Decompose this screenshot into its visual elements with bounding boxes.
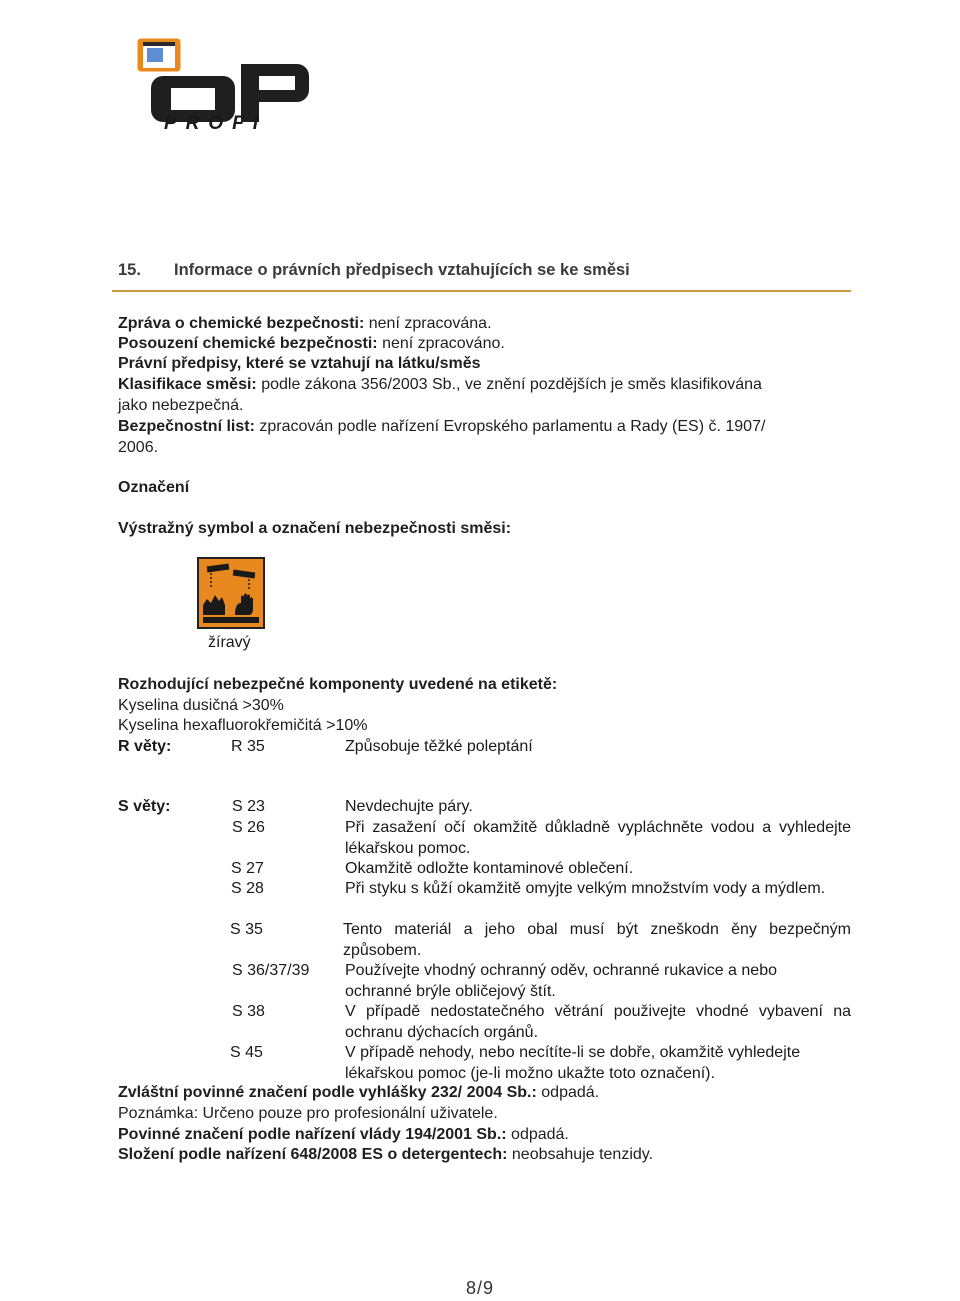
- section-heading: [118, 261, 630, 280]
- s-phrase-code: S 27: [231, 860, 264, 877]
- hazard-label: žíravý: [208, 634, 251, 651]
- klasifikace-label: Klasifikace směsi:: [118, 376, 257, 393]
- povinne-znaceni-line: [118, 1125, 569, 1145]
- list-value: zpracován podle nařízení Evropského parlamentu a Rady (ES) č. 1907/: [254, 418, 766, 435]
- r-phrases-label: R věty:: [118, 738, 172, 755]
- s-phrase-text: V případě nedostatečného větrání použivejte vhodné vybavení na ochranu dýchacích orgánů.: [345, 1003, 851, 1041]
- posouzeni-label: Posouzení chemické bezpečnosti:: [118, 335, 378, 352]
- s-phrase-code: S 23: [232, 798, 265, 815]
- component-item: Kyselina dusičná >30%: [118, 697, 284, 714]
- povinne-label: Povinné značení podle nařízení vlády 194/2001 Sb.:: [118, 1126, 507, 1143]
- list-label: Bezpečnostní list:: [118, 418, 255, 435]
- components-heading: Rozhodující nebezpečné komponenty uvedené na etiketě:: [118, 676, 558, 693]
- section-title: Informace o právních předpisech vztahujících se ke směsi: [174, 261, 630, 279]
- pravni-predpisy-line: Právní předpisy, které se vztahují na látku/směs: [118, 355, 481, 372]
- zvlastni-label: Zvláštní povinné značení podle vyhlášky 232/ 2004 Sb.:: [118, 1084, 537, 1101]
- klasifikace-continuation: jako nebezpečná.: [118, 397, 244, 414]
- slozeni-value: neobsahuje tenzidy.: [507, 1146, 654, 1163]
- povinne-value: odpadá.: [506, 1126, 569, 1143]
- posouzeni-value: není zpracováno.: [377, 335, 505, 352]
- symbol-heading: Výstražný symbol a označení nebezpečnosti směsi:: [118, 520, 512, 537]
- s-phrase-text: Při zasažení očí okamžitě důkladně vypláchněte vodou a vyhledejte lékařskou pomoc.: [345, 819, 851, 857]
- s-phrase-text: V případě nehody, nebo necítíte-li se dobře, okamžitě vyhledejte lékařskou pomoc (je-li možno ukažte toto označení).: [345, 1044, 801, 1082]
- r-phrase-text: Způsobuje těžké poleptání: [345, 738, 533, 755]
- section-divider: [112, 290, 851, 292]
- poznamka-line: Poznámka: Určeno pouze pro profesionální uživatele.: [118, 1105, 498, 1122]
- s-phrase-code: S 45: [230, 1044, 263, 1061]
- klasifikace-line: [118, 375, 762, 395]
- s-phrase-code: S 36/37/39: [232, 962, 310, 979]
- s-phrase-code: S 28: [231, 880, 264, 897]
- r-phrase-code: R 35: [231, 738, 265, 755]
- zprava-line: [118, 314, 492, 334]
- bezpecnostni-list-continuation: 2006.: [118, 439, 159, 456]
- slozeni-label: Složení podle nařízení 648/2008 ES o detergentech:: [118, 1146, 508, 1163]
- page-number: 8/9: [466, 1278, 495, 1298]
- component-item: Kyselina hexafluorokřemičitá >10%: [118, 717, 368, 734]
- zprava-value: není zpracována.: [364, 315, 492, 332]
- s-phrase-code: S 38: [232, 1003, 265, 1020]
- corrosive-icon: [197, 557, 265, 629]
- s-phrase-text: Okamžitě odložte kontaminové oblečení.: [345, 860, 634, 877]
- s-phrases-label: S věty:: [118, 798, 171, 815]
- zvlastni-value: odpadá.: [536, 1084, 600, 1101]
- bezpecnostni-list-line: [118, 417, 765, 437]
- zprava-label: Zpráva o chemické bezpečnosti:: [118, 315, 365, 332]
- section-number: 15.: [118, 261, 141, 279]
- s-phrase-code: S 35: [230, 921, 263, 938]
- slozeni-line: [118, 1145, 653, 1165]
- s-phrase-text: Používejte vhodný ochranný oděv, ochranné rukavice a nebo ochranné brýle obličejový štít.: [345, 962, 777, 1000]
- s-phrase-text: Tento materiál a jeho obal musí být zneškodn ěny bezpečným způsobem.: [343, 921, 851, 959]
- oznaceni-heading: Označení: [118, 479, 190, 496]
- posouzeni-line: [118, 334, 505, 354]
- s-phrase-code: S 26: [232, 819, 265, 836]
- zvlastni-znaceni-line: [118, 1083, 599, 1103]
- klasifikace-value: podle zákona 356/2003 Sb., ve znění pozdějších je směs klasifikována: [256, 376, 762, 393]
- s-phrase-text: Při styku s kůží okamžitě omyjte velkým množstvím vody a mýdlem.: [345, 880, 826, 897]
- s-phrase-text: Nevdechujte páry.: [345, 798, 473, 815]
- logo-wordmark: PROFI: [164, 113, 268, 134]
